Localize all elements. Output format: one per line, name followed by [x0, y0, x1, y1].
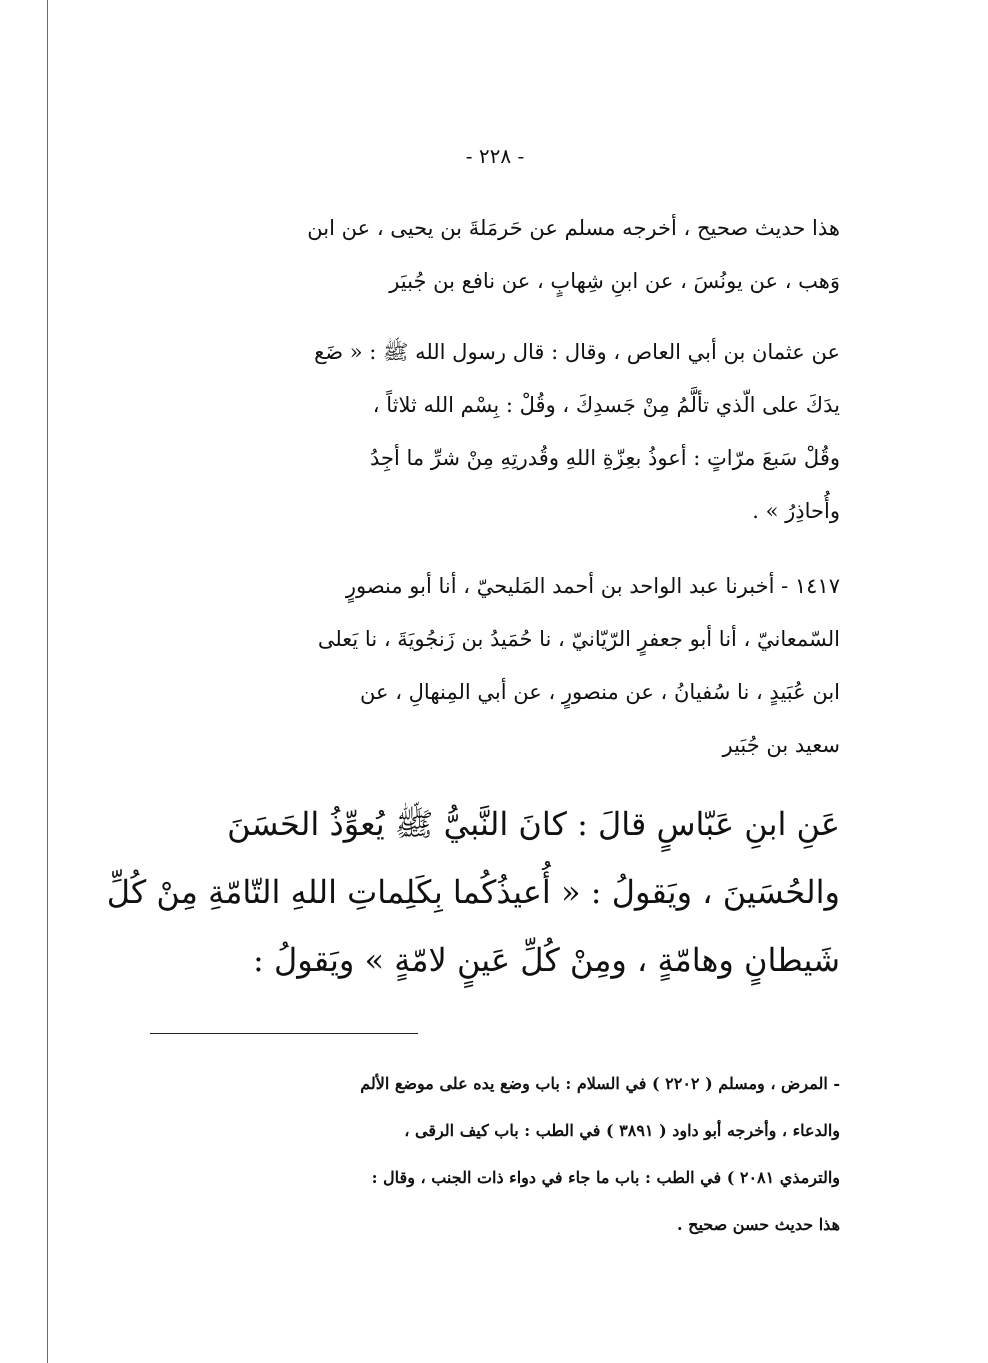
- footnote-separator: [150, 1033, 418, 1034]
- text-line: والحُسَينَ ، ويَقولُ : « أُعيذُكُما بِكَلِماتِ اللهِ التّامّةِ مِنْ كُلِّ: [106, 873, 840, 911]
- hadith-othman-paragraph: [150, 326, 840, 538]
- text-line: وأُحاذِرُ » .: [752, 499, 840, 523]
- text-line: وَهب ، عن يونُسَ ، عن ابنِ شِهابٍ ، عن نافع بن جُبيَر: [389, 269, 840, 293]
- text-line: ابن عُبَيدٍ ، نا سُفيانُ ، عن منصورٍ ، عن أبي المِنهالِ ، عن: [360, 680, 840, 704]
- text-line: وقُلْ سَبعَ مرّاتٍ : أعوذُ بعِزّةِ اللهِ وقُدرتِهِ مِنْ شرِّ ما أجِدُ: [369, 446, 840, 470]
- footnote: [150, 1060, 840, 1248]
- hadith-1417-matn: [106, 790, 840, 994]
- text-line: يدَكَ على الّذي تألَّمُ مِنْ جَسدِكَ ، وقُلْ : بِسْم الله ثلاثاً ،: [372, 393, 840, 417]
- text-line: عن عثمان بن أبي العاص ، وقال : قال رسول الله ﷺ : « ضَع: [314, 340, 840, 364]
- hadith-1417-isnad: [150, 560, 840, 772]
- page-number: - ٢٢٨ -: [465, 144, 525, 168]
- footnote-line: - المرض ، ومسلم ( ٢٢٠٢ ) في السلام : باب وضع يده على موضع الألم: [360, 1074, 840, 1093]
- hadith-source-note: [150, 202, 840, 308]
- text-line: السّمعانيّ ، أنا أبو جعفرٍ الرّيّانيّ ، نا حُمَيدُ بن زَنجُويَةَ ، نا يَعلى: [317, 627, 840, 651]
- footnote-line: والترمذي ٢٠٨١ ) في الطب : باب ما جاء في دواء ذات الجنب ، وقال :: [371, 1168, 840, 1187]
- book-page: [106, 140, 840, 1320]
- binding-margin-line: [47, 0, 48, 1363]
- text-line: هذا حديث صحيح ، أخرجه مسلم عن حَرمَلةَ بن يحيى ، عن ابن: [307, 216, 840, 240]
- text-line: شَيطانٍ وهامّةٍ ، ومِنْ كُلِّ عَينٍ لامّةٍ » ويَقولُ :: [253, 941, 840, 979]
- footnote-line: والدعاء ، وأخرجه أبو داود ( ٣٨٩١ ) في الطب : باب كيف الرقى ،: [404, 1121, 840, 1140]
- text-line: سعيد بن جُبَير: [722, 733, 840, 757]
- footnote-line: هذا حديث حسن صحيح .: [677, 1215, 840, 1234]
- text-line: عَنِ ابنِ عَبّاسٍ قالَ : كانَ النَّبيُّ ﷺ يُعوِّذُ الحَسَنَ: [227, 805, 840, 843]
- text-line: ١٤١٧ - أخبرنا عبد الواحد بن أحمد المَليحيّ ، أنا أبو منصورٍ: [345, 574, 840, 598]
